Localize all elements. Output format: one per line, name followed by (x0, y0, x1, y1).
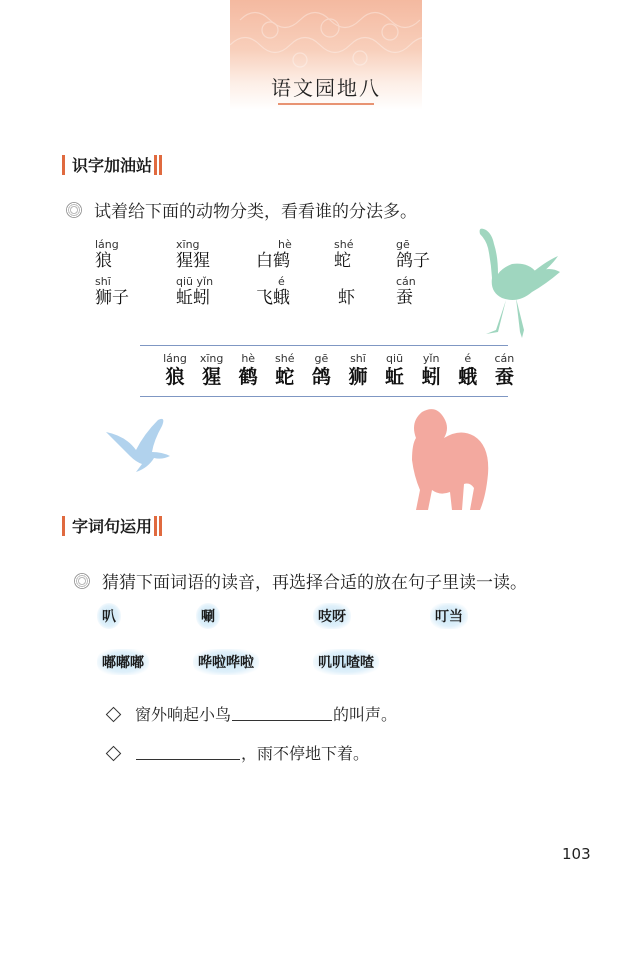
answer-blank[interactable] (136, 758, 240, 760)
strip-char: shé 蛇 (275, 352, 295, 388)
section-title: 识字加油站 (72, 155, 153, 175)
animal-word: gē 鸽子 (396, 238, 430, 271)
strip-char: xīng 猩 (199, 352, 224, 388)
strip-top-rule (140, 345, 508, 346)
crane-illustration (466, 222, 566, 342)
strip-char: gē 鸽 (311, 352, 331, 388)
page-number: 103 (562, 845, 591, 863)
circle-bullet-icon (66, 202, 82, 218)
dove-illustration (104, 418, 180, 474)
title-underline (278, 103, 374, 105)
animal-word: qiū yǐn 蚯蚓 (176, 275, 214, 308)
word-chip: 嘟嘟嘟 (97, 649, 149, 675)
section-marker-left (62, 516, 65, 536)
section-marker-right (159, 516, 162, 536)
strip-char: é 蛾 (458, 352, 478, 388)
diamond-bullet-icon (106, 707, 122, 723)
animal-word: shī 狮子 (95, 275, 129, 308)
strip-char: láng 狼 (163, 352, 187, 388)
page-title: 语文园地八 (271, 76, 381, 100)
sentence-1 (104, 702, 397, 725)
word-chip: 叮当 (430, 603, 468, 629)
section-marker-right (159, 155, 162, 175)
animal-word: hè 白鹤 (256, 238, 292, 271)
sentence-text: 窗外响起小鸟 (135, 705, 232, 724)
animal-word: 虾 (338, 288, 355, 308)
animal-word: xīng 猩猩 (176, 238, 210, 271)
diamond-bullet-icon (106, 746, 122, 762)
animal-word: shé 蛇 (334, 238, 354, 271)
gorilla-illustration (398, 408, 494, 514)
word-chip: 哗啦哗啦 (193, 649, 259, 675)
word-chip: 吱呀 (313, 603, 351, 629)
instruction-text: 猜猜下面词语的读音，再选择合适的放在句子里读一读。 (102, 573, 527, 593)
instruction-row (66, 197, 417, 222)
animal-word: láng 狼 (95, 238, 119, 271)
strip-char: hè 鹤 (238, 352, 258, 388)
answer-blank[interactable] (232, 719, 332, 721)
strip-char: cán 蚕 (494, 352, 515, 388)
circle-bullet-icon (74, 573, 90, 589)
section-header-literacy (62, 152, 162, 176)
char-strip (160, 352, 526, 388)
word-chip: 叭 (97, 603, 121, 629)
instruction-row (74, 568, 527, 593)
sentence-text: ，雨不停地下着。 (241, 744, 370, 763)
strip-char: yǐn 蚓 (421, 352, 441, 388)
word-chip: 叽叽喳喳 (313, 649, 379, 675)
animal-word: cán 蚕 (396, 275, 416, 308)
sentence-text: 的叫声。 (333, 705, 398, 724)
section-header-usage (62, 513, 162, 537)
instruction-text: 试着给下面的动物分类，看看谁的分法多。 (94, 202, 417, 222)
section-title: 字词句运用 (72, 516, 153, 536)
sentence-2 (104, 741, 369, 764)
strip-char: qiū 蚯 (385, 352, 405, 388)
animal-word: é 飞蛾 (256, 275, 290, 308)
word-chip: 唰 (196, 603, 220, 629)
strip-bottom-rule (140, 396, 508, 397)
section-marker-left (62, 155, 65, 175)
strip-char: shī 狮 (348, 352, 368, 388)
header-pattern (230, 0, 422, 75)
